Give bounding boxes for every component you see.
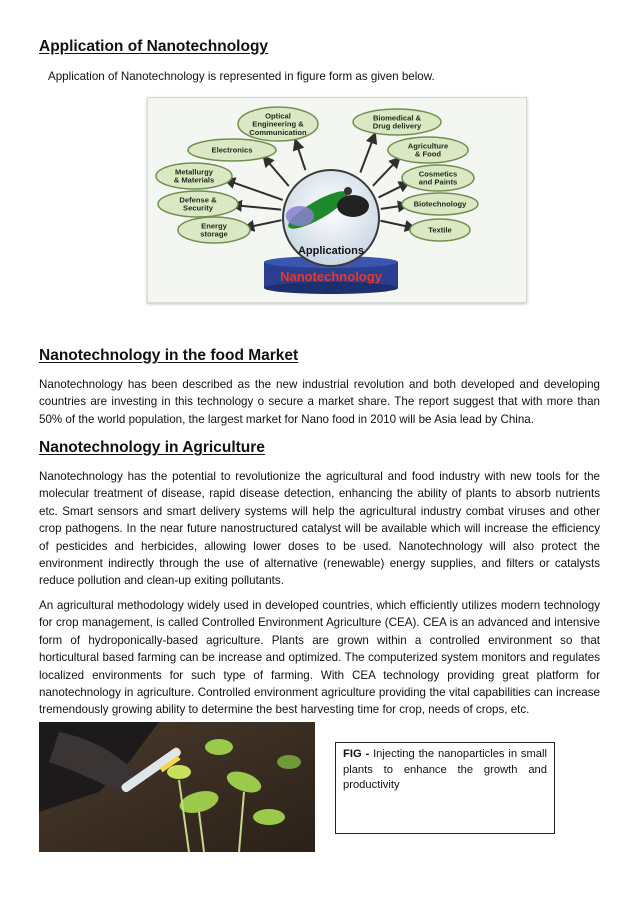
arrow-6 [232, 205, 281, 210]
node-label: Cosmetics [418, 169, 458, 179]
arrow-8 [244, 220, 281, 228]
node-metallurgy-materials [156, 163, 232, 189]
node-optical-engineering-communication [238, 107, 318, 141]
arrow-1 [360, 134, 375, 173]
agriculture-paragraph-2: An agricultural methodology widely used in developed countries, which efficiently utilizes modern technology for crop management, is called Controlled Environment Agriculture (CEA). CEA is an advanced and intensive form of hydroponically-based agriculture. Plants are grown within a controlled environment so that horticultural based farming can be increase and optimized. The computerized system monitors and regulates localized environments for such type of farming. With CEA technology providing great platform for nanotechnology in agriculture. Controlled environment agriculture providing the vital capabilities can increase tremendously growing ability to determine the best harvesting time for crop, needs of crops, etc. [39, 599, 600, 717]
arrow-3 [373, 158, 400, 186]
arrow-2 [264, 156, 289, 186]
plant-injection-photo [39, 722, 315, 852]
applications-center [283, 170, 379, 266]
figure-label: FIG - [343, 748, 374, 760]
node-label: Textile [428, 225, 452, 235]
arrow-9 [380, 221, 414, 228]
node-cosmetics-and-paints [402, 165, 474, 191]
arrow-5 [379, 182, 409, 197]
arrow-4 [225, 180, 283, 200]
node-label: Optical [265, 111, 291, 121]
node-label: Energy [201, 221, 227, 231]
intro-text: Application of Nanotechnology is represented in figure form as given below. [48, 70, 435, 83]
arrow-0 [295, 140, 305, 170]
node-label: Defense & [179, 195, 217, 205]
heading-food-market: Nanotechnology in the food Market [39, 347, 299, 364]
node-textile [410, 219, 470, 241]
node-label: Communication [249, 127, 307, 137]
svg-text:Nanotechnology: Nanotechnology [280, 269, 382, 284]
applications-diagram [147, 97, 527, 303]
heading-agriculture: Nanotechnology in Agriculture [39, 439, 265, 456]
agriculture-paragraph-1: Nanotechnology has the potential to revolutionize the agricultural and food industry with new tools for the molecular treatment of disease, rapid disease detection, enhancing the ability of plants to absorb nutrients etc. Smart sensors and smart delivery systems will help the agricultural industry combat viruses and other crop pathogens. In the near future nanostructured catalyst will be available which will increase the efficiency of pesticides and herbicides, allowing lower doses to be used. Nanotechnology will also protect the environment indirectly through the use of alternative (renewable) energy supplies, and filters or catalysts reduce pollution and clean-up exiting pollutants. [39, 470, 600, 588]
svg-text:Applications: Applications [297, 245, 365, 257]
node-label: Biomedical & [372, 113, 422, 123]
node-label: & Food [414, 149, 442, 159]
node-label: Drug delivery [372, 121, 422, 131]
node-biomedical-drug-delivery [353, 109, 441, 135]
node-defense-security [158, 191, 238, 217]
node-label: Security [183, 203, 213, 213]
heading-application: Application of Nanotechnology [39, 38, 269, 55]
node-label: Agriculture [407, 141, 449, 151]
node-label: and Paints [418, 177, 458, 187]
figure-caption: Injecting the nanoparticles in small plants to enhance the growth and productivity [343, 748, 548, 791]
node-label: Biotechnology [413, 199, 467, 209]
figure-caption-box [335, 742, 555, 834]
node-energy-storage [178, 217, 250, 243]
node-biotechnology [402, 193, 478, 215]
node-label: Electronics [211, 145, 253, 155]
node-label: Metallurgy [175, 167, 213, 177]
node-electronics [188, 139, 276, 161]
node-label: Engineering & [252, 119, 304, 129]
node-label: storage [200, 229, 228, 239]
food-market-paragraph: Nanotechnology has been described as the new industrial revolution and both developed and developing countries are investing in this technology o secure a market share. The report suggest that with more than 50% of the world population, the largest market for Nano food in 2010 will be Asia lead by China. [39, 378, 600, 426]
node-label: & Materials [173, 175, 215, 185]
node-agriculture-food [388, 137, 468, 163]
